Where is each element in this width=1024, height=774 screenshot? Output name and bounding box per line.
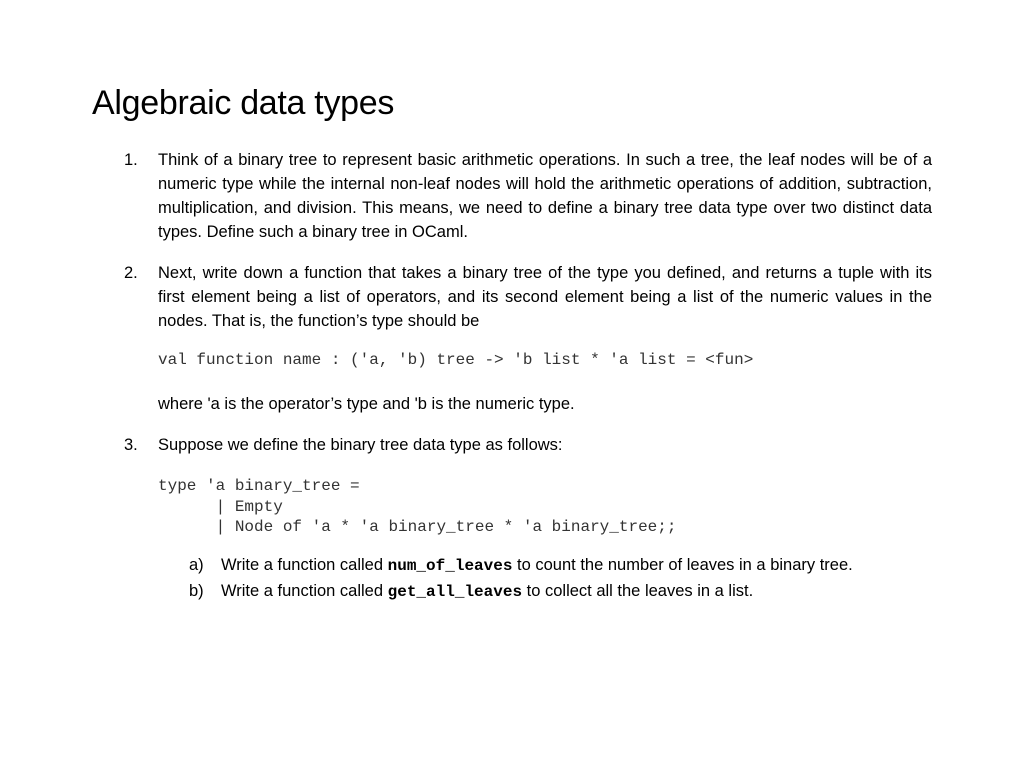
- item-2-explanation: [124, 392, 932, 416]
- sub-item-prefix: Write a function called: [221, 556, 388, 574]
- item-number: 3.: [124, 436, 138, 454]
- item-number: 1.: [124, 151, 138, 169]
- item-number: 2.: [124, 264, 138, 282]
- list-item-2: [124, 261, 932, 333]
- sub-item-a: [189, 553, 853, 578]
- sub-item-letter: b): [189, 582, 204, 600]
- function-name-code: num_of_leaves: [387, 557, 513, 575]
- code-type-definition: type 'a binary_tree = | Empty | Node of 'a * 'a binary_tree * 'a binary_tree;;: [158, 477, 677, 536]
- list-item-1: [124, 148, 932, 244]
- item-after-text: where 'a is the operator’s type and 'b is the numeric type.: [158, 395, 575, 413]
- sub-item-suffix: to collect all the leaves in a list.: [522, 582, 754, 600]
- function-name-code: get_all_leaves: [387, 583, 523, 601]
- code-signature: val function name : ('a, 'b) tree -> 'b list * 'a list = <fun>: [158, 351, 754, 369]
- item-text: Think of a binary tree to represent basic arithmetic operations. In such a tree, the leaf nodes will be of a numeric type while the internal non-leaf nodes will hold the arithmetic operations of addition, subtraction, multiplication, and division. This means, we need to define a binary tree data type over two distinct data types. Define such a binary tree in OCaml.: [158, 151, 932, 241]
- sub-item-suffix: to count the number of leaves in a binary tree.: [512, 556, 853, 574]
- list-item-3: [124, 433, 932, 457]
- item-text: Next, write down a function that takes a binary tree of the type you defined, and returns a tuple with its first element being a list of operators, and its second element being a list of the numeric values in the nodes. That is, the function’s type should be: [158, 264, 932, 330]
- page-title: Algebraic data types: [92, 84, 395, 122]
- sub-item-prefix: Write a function called: [221, 582, 388, 600]
- sub-item-b: [189, 579, 753, 604]
- sub-item-letter: a): [189, 556, 204, 574]
- item-text: Suppose we define the binary tree data type as follows:: [158, 436, 563, 454]
